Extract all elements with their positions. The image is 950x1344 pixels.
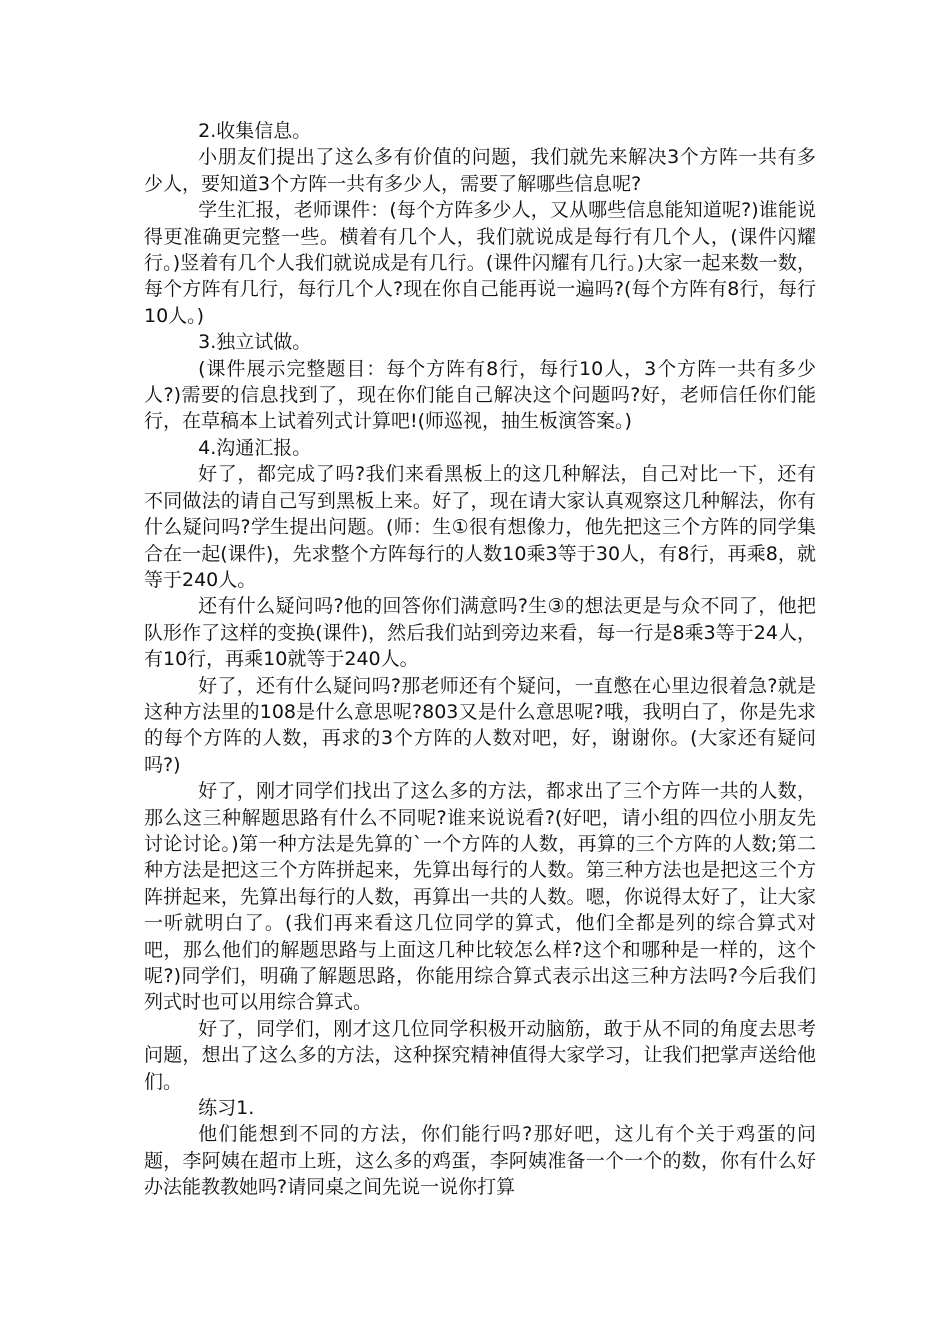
paragraph: 好了，还有什么疑问吗?那老师还有个疑问，一直憋在心里边很着急?就是这种方法里的108是什么意思呢?803又是什么意思呢?哦，我明白了，你是先求的每个方阵的人数，再求的3个方阵的人数对吧，好，谢谢你。(大家还有疑问吗?) bbox=[144, 674, 816, 776]
paragraph: 学生汇报，老师课件：(每个方阵多少人，又从哪些信息能知道呢?)谁能说得更准确更完整一些。横着有几个人，我们就说成是每行有几个人，(课件闪耀行。)竖着有几个人我们就说成是有几行。(课件闪耀有几行。)大家一起来数一数，每个方阵有几行，每行几个人?现在你自己能再说一遍吗?(每个方阵有8行，每行10人。) bbox=[144, 199, 816, 327]
paragraph: 好了，刚才同学们找出了这么多的方法，都求出了三个方阵一共的人数，那么这三种解题思路有什么不同呢?谁来说说看?(好吧，请小组的四位小朋友先讨论讨论。)第一种方法是先算的`一个方阵的人数，再算的三个方阵的人数;第二种方法是把这三个方阵拼起来，先算出每行的人数。第三种方法也是把这三个方阵拼起来，先算出每行的人数，再算出一共的人数。嗯，你说得太好了，让大家一听就明白了。(我们再来看这几位同学的算式，他们全都是列的综合算式对吧，那么他们的解题思路与上面这几种比较怎么样?这个和哪种是一样的，这个呢?)同学们，明确了解题思路，你能用综合算式表示出这三种方法吗?今后我们列式时也可以用综合算式。 bbox=[144, 780, 816, 1014]
paragraph-heading-exercise: 练习1. bbox=[198, 1097, 255, 1120]
paragraph: 还有什么疑问吗?他的回答你们满意吗?生③的想法更是与众不同了，他把队形作了这样的变换(课件)，然后我们站到旁边来看，每一行是8乘3等于24人，有10行，再乘10就等于240人。 bbox=[144, 595, 816, 671]
paragraph-heading-try-independently: 3.独立试做。 bbox=[198, 331, 312, 354]
paragraph: (课件展示完整题目：每个方阵有8行，每行10人，3个方阵一共有多少人?)需要的信息找到了，现在你们能自己解决这个问题吗?好，老师信任你们能行，在草稿本上试着列式计算吧!(师巡视，抽生板演答案。) bbox=[144, 357, 816, 433]
paragraph: 他们能想到不同的方法，你们能行吗?那好吧，这儿有个关于鸡蛋的问题，李阿姨在超市上班，这么多的鸡蛋，李阿姨准备一个一个的数，你有什么好办法能教教她吗?请同桌之间先说一说你打算 bbox=[144, 1123, 816, 1199]
paragraph: 好了，都完成了吗?我们来看黑板上的这几种解法，自己对比一下，还有不同做法的请自己写到黑板上来。好了，现在请大家认真观察这几种解法，你有什么疑问吗?学生提出问题。(师：生①很有想像力，他先把这三个方阵的同学集合在一起(课件)，先求整个方阵每行的人数10乘3等于30人，有8行，再乘8，就等于240人。 bbox=[144, 463, 816, 591]
document-page bbox=[144, 118, 816, 1201]
paragraph: 小朋友们提出了这么多有价值的问题，我们就先来解决3个方阵一共有多少人，要知道3个方阵一共有多少人，需要了解哪些信息呢? bbox=[144, 146, 816, 195]
paragraph-heading-collect-info: 2.收集信息。 bbox=[198, 120, 312, 142]
paragraph-heading-communicate-report: 4.沟通汇报。 bbox=[198, 436, 312, 459]
paragraph: 好了，同学们，刚才这几位同学积极开动脑筋，敢于从不同的角度去思考问题，想出了这么多的方法，这种探究精神值得大家学习，让我们把掌声送给他们。 bbox=[144, 1017, 816, 1093]
